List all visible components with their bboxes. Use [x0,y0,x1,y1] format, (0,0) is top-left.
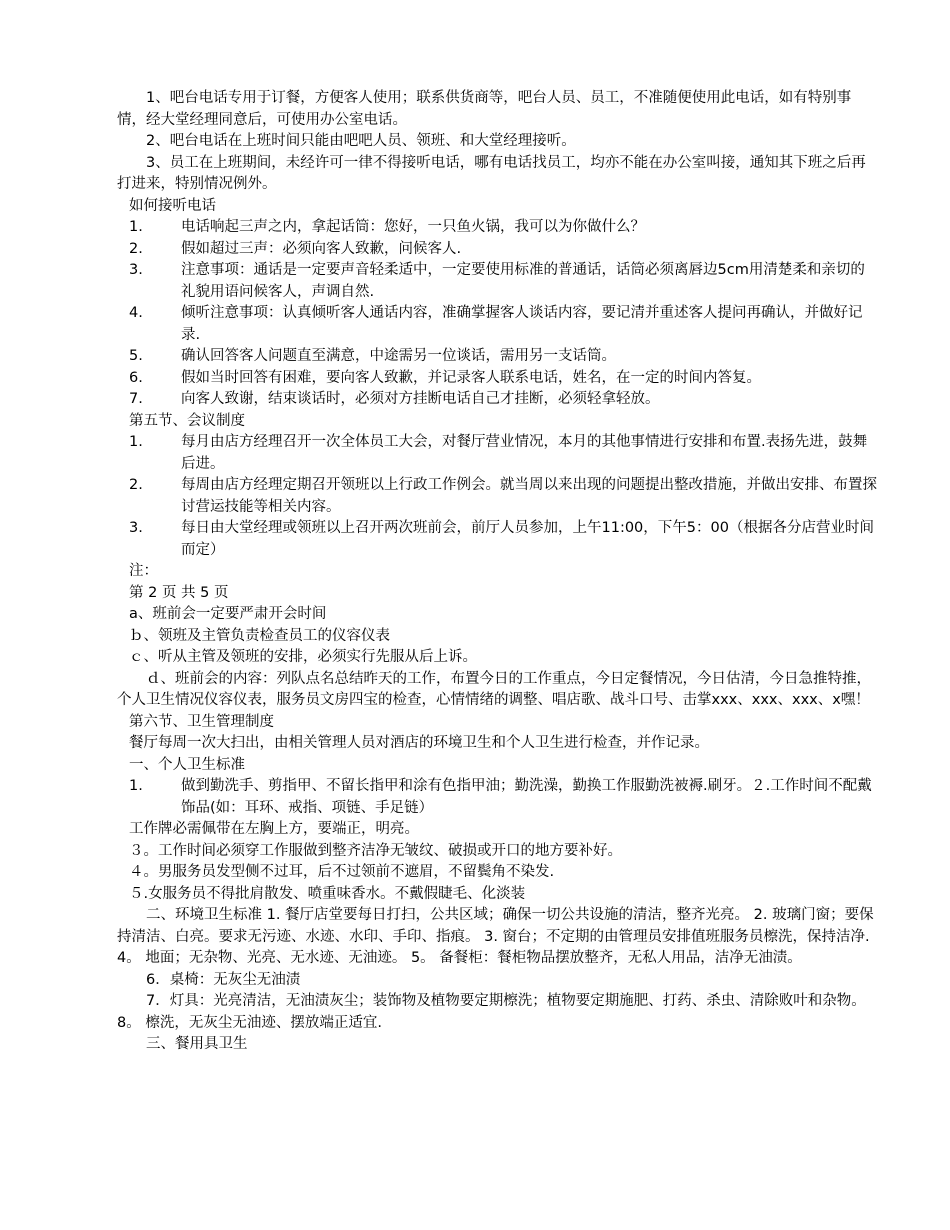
environment-hygiene-standard: 二、环境卫生标准 1. 餐厅店堂要每日打扫，公共区域；确保一切公共设施的清洁，整齐光亮。 2. 玻璃门窗；要保持清洁、白亮。要求无污迹、水迹、水印、手印、指痕。 3. 窗台；不定期的由管理员安排值班服务员檫洗，保持洁净. 4。 地面；无杂物、光亮、无水迹、无油迹。 5。 备餐柜：餐柜物品摆放整齐，无私人用品，洁净无油渍。 [117,907,874,966]
item-number: 1. [129,219,143,235]
item-text: 假如超过三声：必须向客人致歉，问候客人. [181,240,462,257]
note-label: 注： [129,563,158,579]
personal-item-3: ３。工作时间必须穿工作服做到整齐洁净无皱纹、破损或开口的地方要补好。 [129,842,622,859]
answer-item-3 [129,260,878,303]
item-text: 确认回答客人问题直至满意，中途需另一位谈话，需用另一支话筒。 [181,348,616,364]
item-text: 假如当时回答有困难，要向客人致歉，并记录客人联系电话，姓名，在一定的时间内答复。 [181,369,761,386]
answer-item-5 [129,346,878,368]
page-number: 第 2 页 共 5 页 [129,584,229,601]
personal-item-5: ５.女服务员不得批肩散发、喷重味香水。不戴假睫毛、化淡装 [129,885,526,902]
item-text: 注意事项：通话是一定要声音轻柔适中，一定要使用标准的普通话，话筒必须离唇边5cm用清楚柔和亲切的礼貌用语问候客人，声调自然. [181,262,865,300]
answer-item-7 [129,389,878,411]
answer-item-2 [129,239,878,261]
personal-item-4: ４。男服务员发型侧不过耳，后不过领前不遮眉，不留鬓角不染发. [129,864,555,880]
meeting-item-2 [129,475,878,518]
rule-1: 1、吧台电话专用于订餐，方便客人使用；联系供货商等，吧台人员、员工，不准随便使用此电话，如有特别事情，经大堂经理同意后，可使用办公室电话。 [117,90,852,128]
item-number: 1. [129,778,143,794]
note-item-c: ｃ、听从主管及领班的安排，必须实行先服从后上诉。 [129,649,477,665]
hygiene-intro: 餐厅每周一次大扫出，由相关管理人员对酒店的环境卫生和个人卫生进行检查，并作记录。 [129,735,709,751]
item-number: 6. [129,369,143,386]
meeting-section-heading: 第五节、会议制度 [129,412,245,429]
answer-phone-heading: 如何接听电话 [129,197,216,214]
item-text: 每日由大堂经理或领班以上召开两次班前会，前厅人员参加，上午11:00，下午5：00（根据各分店营业时间而定） [181,520,874,558]
meeting-item-3 [129,518,878,561]
item-number: 3. [129,262,143,278]
rule-3: 3、员工在上班期间，未经许可一律不得接听电话，哪有电话找员工，均亦不能在办公室叫接，通知其下班之后再打进来，特别情况例外。 [117,154,866,192]
item-number: 2. [129,240,143,257]
item-number: 5. [129,348,143,364]
note-item-a: a、班前会一定要严肃开会时间 [129,606,327,622]
personal-hygiene-heading: 一、个人卫生标准 [129,756,245,773]
meeting-item-1 [129,432,878,475]
utensil-hygiene-heading: 三、餐用具卫生 [146,1036,248,1052]
badge-rule: 工作牌必需佩带在左胸上方，要端正，明亮。 [129,821,419,837]
environment-item-7: 7．灯具：光亮清洁，无油渍灰尘；装饰物及植物要定期檫洗；植物要定期施肥、打药、杀虫、清除败叶和杂物。8。 檫洗，无灰尘无油迹、摆放端正适宜. [117,993,866,1031]
note-item-d: ｄ、班前会的内容：列队点名总结昨天的工作，布置今日的工作重点，今日定餐情况，今日估清，今日急推特推，个人卫生情况仪容仪表，服务员文房四宝的检查，心情情绪的调整、唱店歌、战斗口号、击掌xxx、xxx、xxx、x嘿！ [117,670,871,708]
answer-item-4 [129,303,878,346]
item-number: 3. [129,520,143,536]
personal-item-1 [129,776,878,819]
item-number: 4. [129,305,143,321]
note-item-b: ｂ、领班及主管负责检查员工的仪容仪表 [129,627,390,644]
hygiene-section-heading: 第六节、卫生管理制度 [129,713,274,730]
answer-item-1 [129,217,878,239]
rule-2: 2、吧台电话在上班时间只能由吧吧人员、领班、和大堂经理接听。 [146,133,576,149]
answer-item-6 [129,368,878,390]
item-number: 1. [129,434,143,450]
item-text: 每周由店方经理定期召开领班以上行政工作例会。就当周以来出现的问题提出整改措施，并做出安排、布置探讨营运技能等相关内容。 [181,477,877,515]
item-text: 倾听注意事项：认真倾听客人通话内容，准确掌握客人谈话内容，要记清并重述客人提问再确认，并做好记录. [181,305,863,343]
item-text: 做到勤洗手、剪指甲、不留长指甲和涂有色指甲油；勤洗澡，勤换工作服勤洗被褥.刷牙。２.工作时间不配戴饰品(如：耳环、戒指、项链、手足链） [181,778,872,816]
item-number: 7. [129,391,143,407]
item-text: 电话响起三声之内，拿起话筒：您好，一只鱼火锅，我可以为你做什么？ [181,219,645,235]
environment-item-6: 6．桌椅：无灰尘无油渍 [146,971,301,988]
item-number: 2. [129,477,143,493]
item-text: 每月由店方经理召开一次全体员工大会，对餐厅营业情况，本月的其他事情进行安排和布置.表扬先进，鼓舞后进。 [181,434,868,472]
item-text: 向客人致谢，结束谈话时，必须对方挂断电话自己才挂断，必须轻拿轻放。 [181,391,660,407]
